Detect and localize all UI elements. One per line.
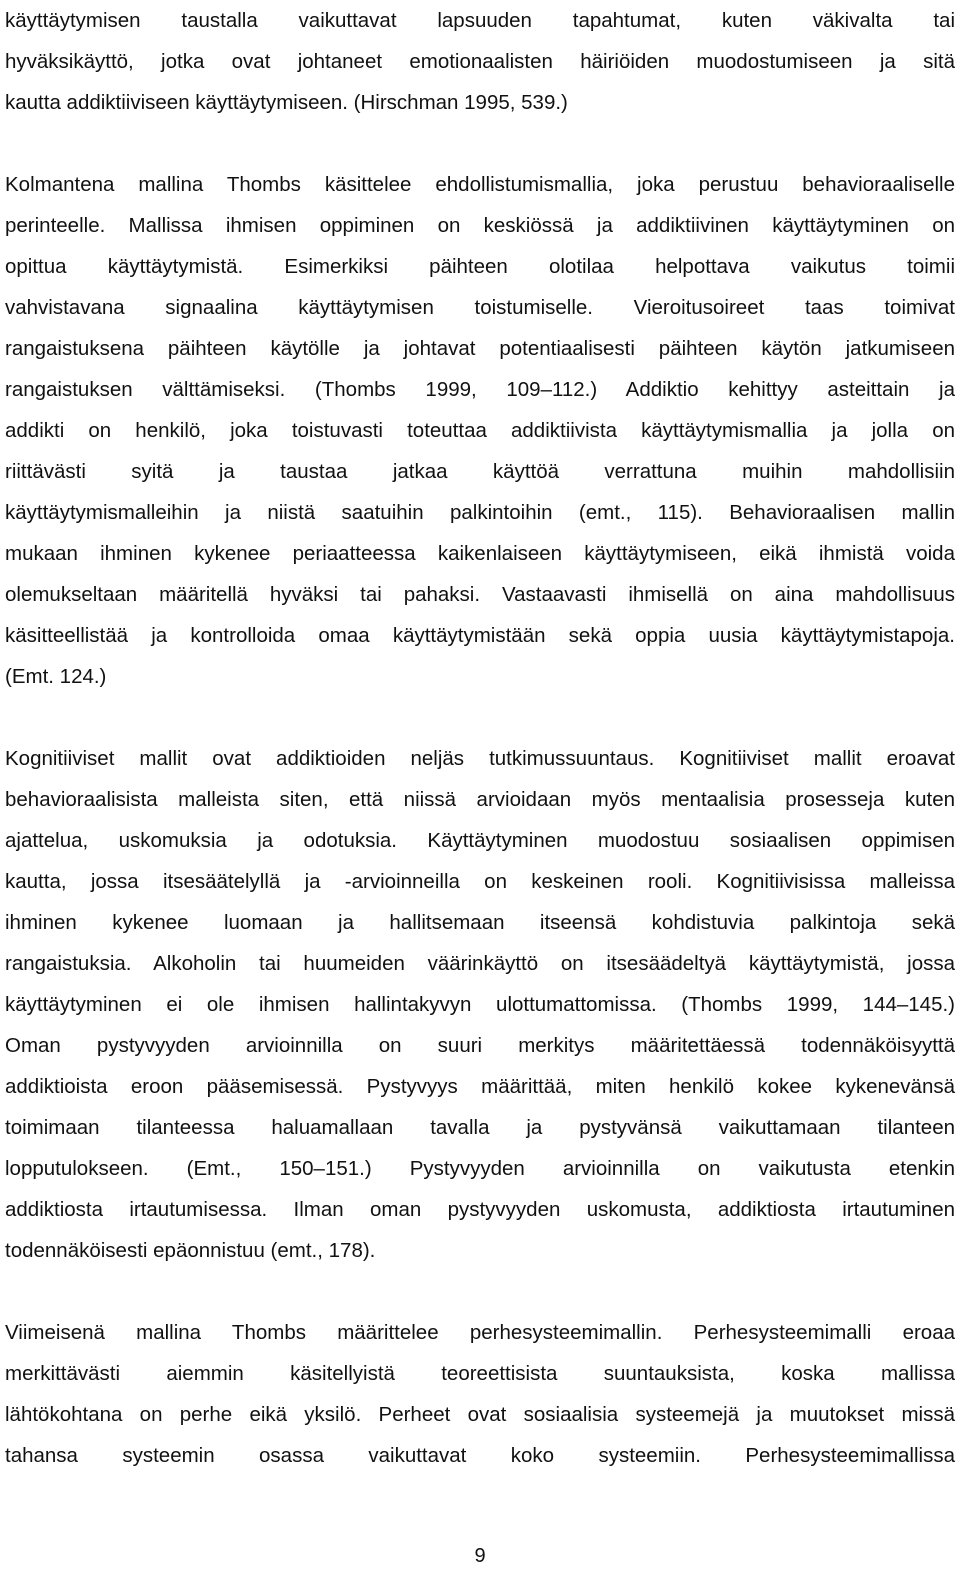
paragraph-4	[5, 1312, 955, 1476]
paragraph-gap	[5, 697, 955, 738]
text-line: olemukseltaan määritellä hyväksi tai pahaksi. Vastaavasti ihmisellä on aina mahdollisuus	[5, 583, 955, 606]
text-line: rangaistuksena päihteen käytölle ja johtavat potentiaalisesti päihteen käytön jatkumiseen	[5, 337, 955, 360]
text-line: lopputulokseen. (Emt., 150–151.) Pystyvyyden arvioinnilla on vaikutusta etenkin	[5, 1157, 955, 1180]
text-line: ajattelua, uskomuksia ja odotuksia. Käyttäytyminen muodostuu sosiaalisen oppimisen	[5, 829, 955, 852]
text-line: merkittävästi aiemmin käsitellyistä teoreettisista suuntauksista, koska mallissa	[5, 1362, 955, 1385]
paragraph-3	[5, 738, 955, 1271]
text-line: mukaan ihminen kykenee periaatteessa kaikenlaiseen käyttäytymiseen, eikä ihmistä voida	[5, 542, 955, 565]
document-page	[5, 0, 955, 1476]
text-line: addiktiosta irtautumisessa. Ilman oman pystyvyyden uskomusta, addiktiosta irtautuminen	[5, 1198, 955, 1221]
text-line: opittua käyttäytymistä. Esimerkiksi päihteen olotilaa helpottava vaikutus toimii	[5, 255, 955, 278]
text-line: kautta, jossa itsesäätelyllä ja -arvioinneilla on keskeinen rooli. Kognitiivisissa malleissa	[5, 870, 955, 893]
text-line: toimimaan tilanteessa haluamallaan tavalla ja pystyvänsä vaikuttamaan tilanteen	[5, 1116, 955, 1139]
text-line: vahvistavana signaalina käyttäytymisen toistumiselle. Vieroitusoireet taas toimivat	[5, 296, 955, 319]
text-line: hyväksikäyttö, jotka ovat johtaneet emotionaalisten häiriöiden muodostumiseen ja sitä	[5, 50, 955, 73]
text-line: lähtökohtana on perhe eikä yksilö. Perheet ovat sosiaalisia systeemejä ja muutokset missä	[5, 1403, 955, 1426]
paragraph-gap	[5, 123, 955, 164]
paragraph-2	[5, 164, 955, 697]
paragraph-1	[5, 0, 955, 123]
text-line: käyttäytyminen ei ole ihmisen hallintakyvyn ulottumattomissa. (Thombs 1999, 144–145.)	[5, 993, 955, 1016]
text-line: Viimeisenä mallina Thombs määrittelee perhesysteemimallin. Perhesysteemimalli eroaa	[5, 1321, 955, 1344]
text-line: käsitteellistää ja kontrolloida omaa käyttäytymistään sekä oppia uusia käyttäytymistapoja.	[5, 624, 955, 647]
text-line: addikti on henkilö, joka toistuvasti toteuttaa addiktiivista käyttäytymismallia ja jolla on	[5, 419, 955, 442]
text-line: Oman pystyvyyden arvioinnilla on suuri merkitys määritettäessä todennäköisyyttä	[5, 1034, 955, 1057]
text-line: rangaistuksen välttämiseksi. (Thombs 1999, 109–112.) Addiktio kehittyy asteittain ja	[5, 378, 955, 401]
text-line: rangaistuksia. Alkoholin tai huumeiden väärinkäyttö on itsesäädeltyä käyttäytymistä, jossa	[5, 952, 955, 975]
text-line: käyttäytymismalleihin ja niistä saatuihin palkintoihin (emt., 115). Behavioraalisen mallin	[5, 501, 955, 524]
page-number: 9	[474, 1545, 486, 1567]
text-line: todennäköisesti epäonnistuu (emt., 178).	[5, 1239, 376, 1262]
text-line: Kolmantena mallina Thombs käsittelee ehdollistumismallia, joka perustuu behavioraaliselle	[5, 173, 955, 196]
text-line: Kognitiiviset mallit ovat addiktioiden neljäs tutkimussuuntaus. Kognitiiviset mallit eroavat	[5, 747, 955, 770]
text-line: tahansa systeemin osassa vaikuttavat koko systeemiin. Perhesysteemimallissa	[5, 1444, 955, 1467]
text-line: ihminen kykenee luomaan ja hallitsemaan itseensä kohdistuvia palkintoja sekä	[5, 911, 955, 934]
text-line: addiktioista eroon pääsemisessä. Pystyvyys määrittää, miten henkilö kokee kykenevänsä	[5, 1075, 955, 1098]
text-line: behavioraalisista malleista siten, että niissä arvioidaan myös mentaalisia prosesseja kuten	[5, 788, 955, 811]
paragraph-gap	[5, 1271, 955, 1312]
text-line: riittävästi syitä ja taustaa jatkaa käyttöä verrattuna muihin mahdollisiin	[5, 460, 955, 483]
text-line: kautta addiktiiviseen käyttäytymiseen. (Hirschman 1995, 539.)	[5, 91, 568, 114]
text-line: (Emt. 124.)	[5, 665, 107, 688]
text-line: käyttäytymisen taustalla vaikuttavat lapsuuden tapahtumat, kuten väkivalta tai	[5, 9, 955, 32]
text-line: perinteelle. Mallissa ihmisen oppiminen on keskiössä ja addiktiivinen käyttäytyminen on	[5, 214, 955, 237]
